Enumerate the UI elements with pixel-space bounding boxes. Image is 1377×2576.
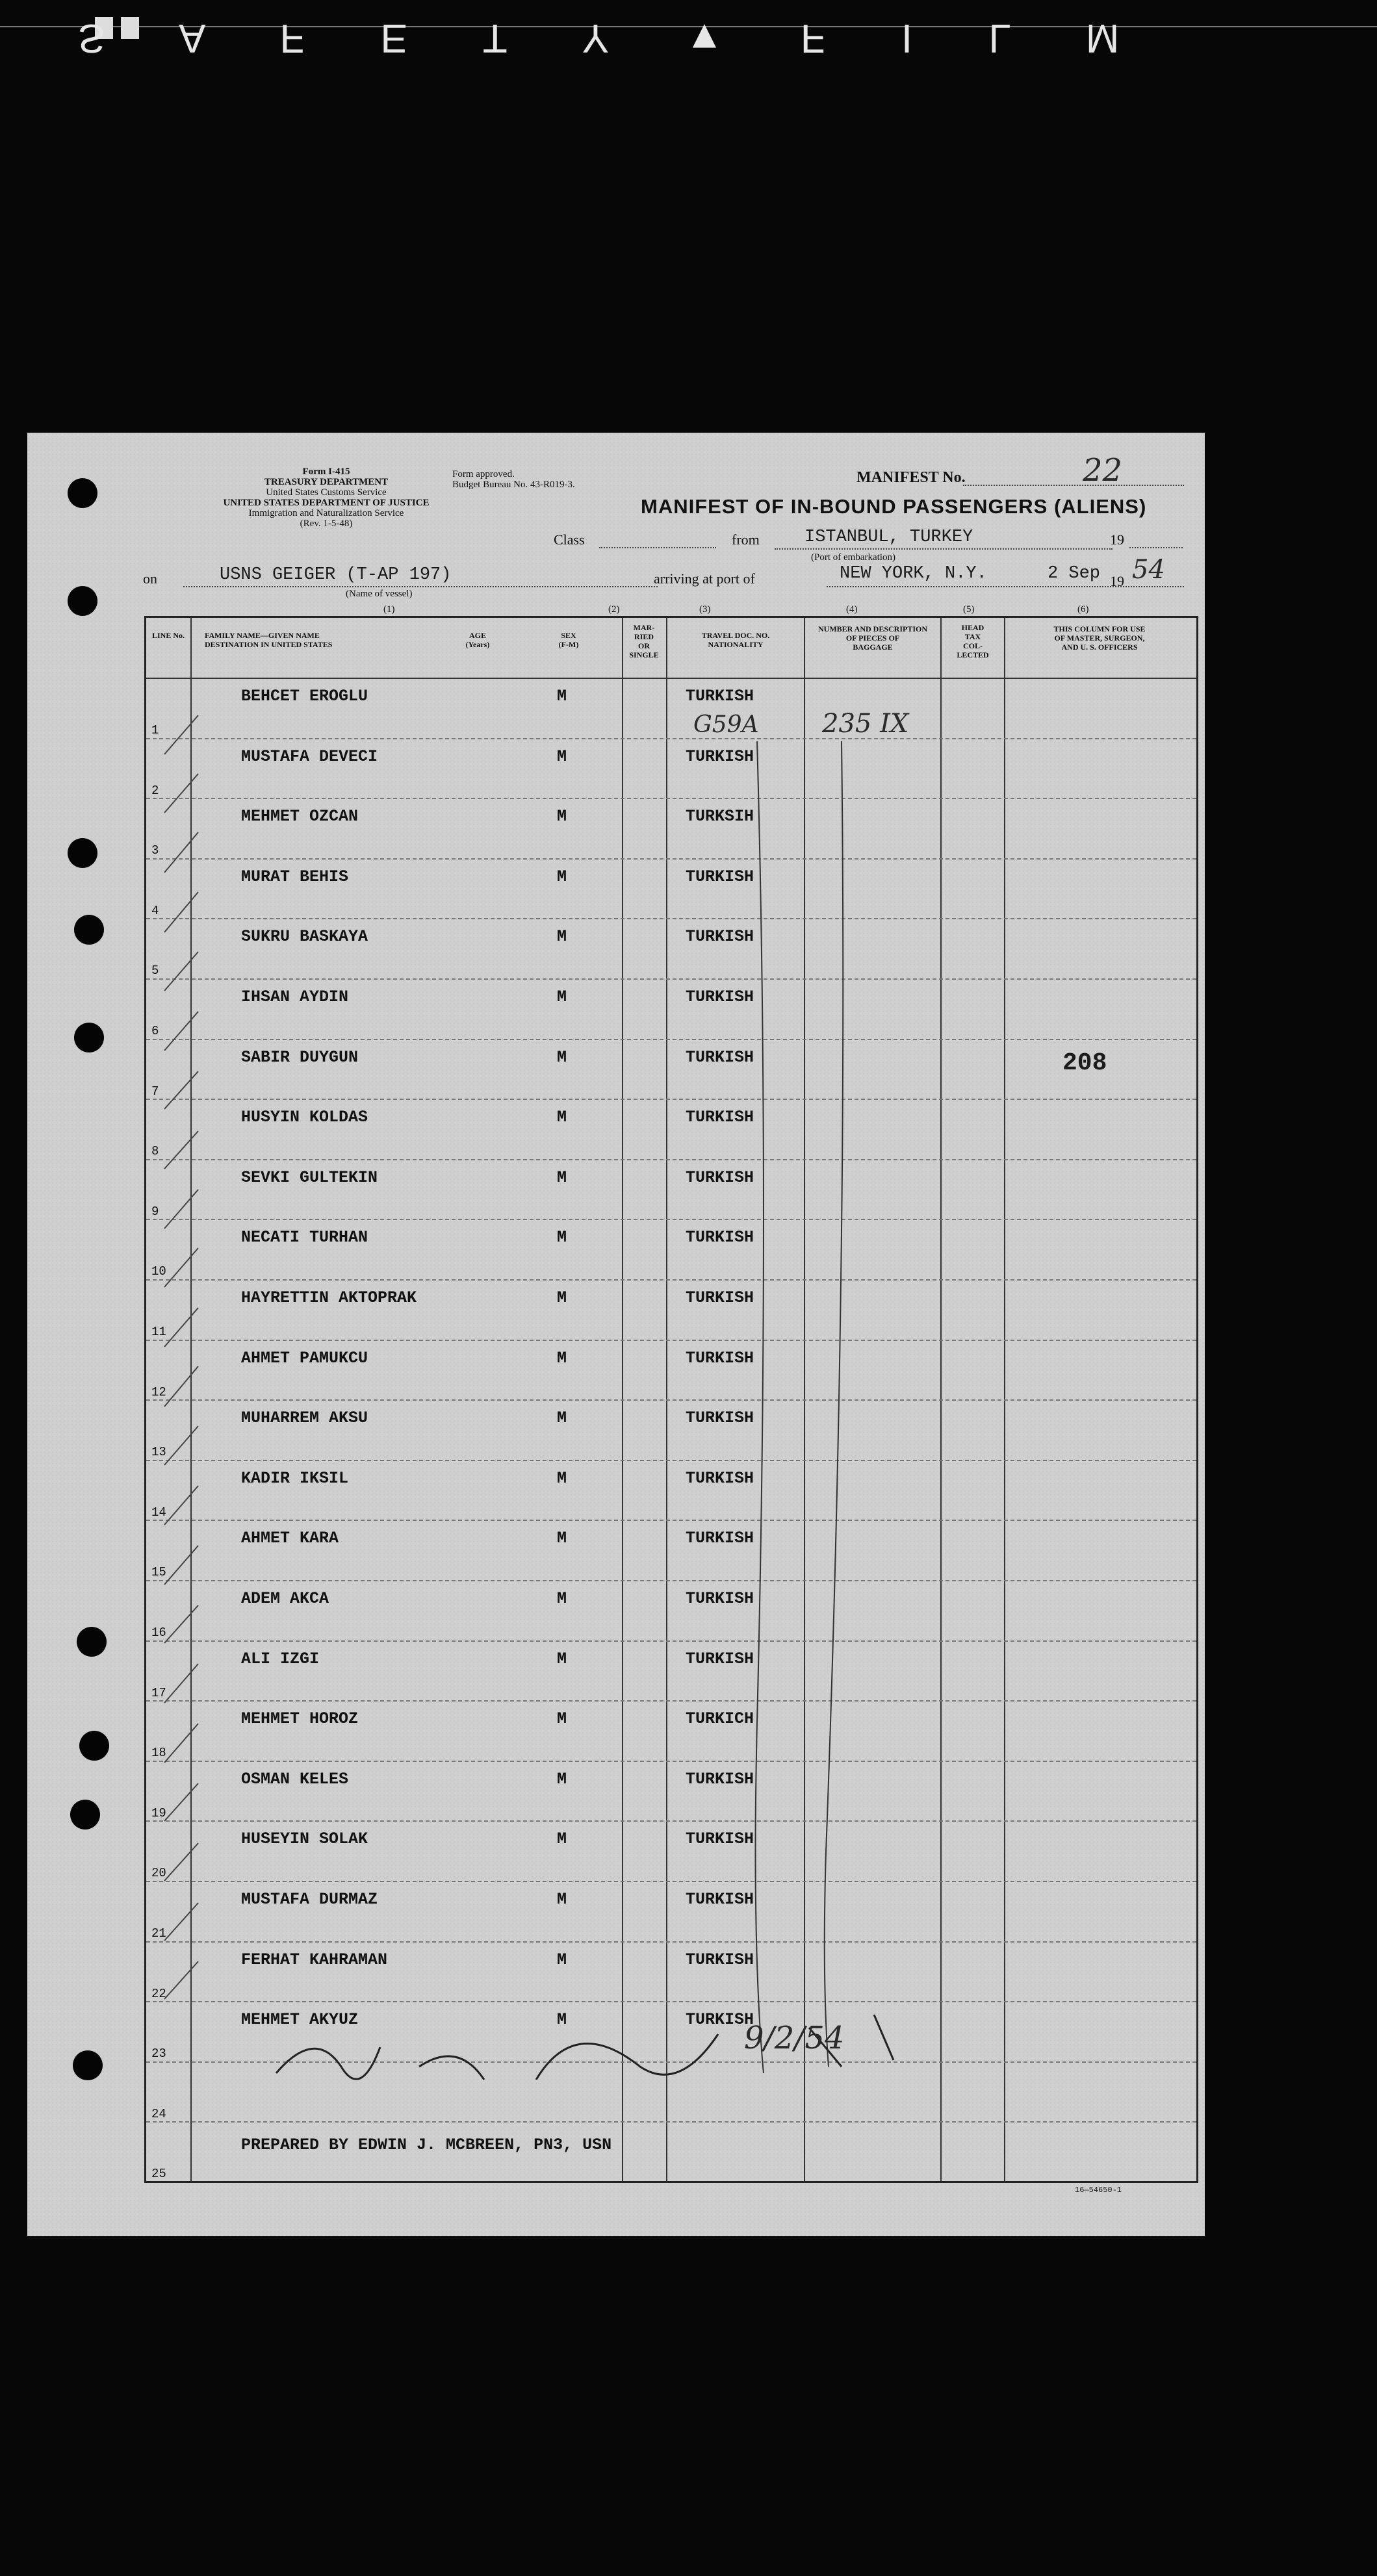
passenger-name: OSMAN KELES <box>241 1769 349 1789</box>
passenger-sex: M <box>557 1348 567 1368</box>
passenger-sex: M <box>557 746 567 766</box>
passenger-name: MUSTAFA DURMAZ <box>241 1890 378 1909</box>
passenger-sex: M <box>557 1890 567 1909</box>
form-approval <box>452 469 575 490</box>
manifest-no-line <box>963 485 1184 486</box>
col-num-5: (5) <box>963 604 975 615</box>
passenger-name: ALI IZGI <box>241 1649 320 1668</box>
passenger-sex: M <box>557 1409 567 1428</box>
manifest-sheet <box>27 433 1205 2236</box>
punch-hole <box>68 586 97 616</box>
line-number: 9 <box>151 1204 159 1219</box>
prepared-by: PREPARED BY EDWIN J. MCBREEN, PN3, USN <box>241 2136 612 2154</box>
header-age: AGE (Years) <box>465 631 490 649</box>
line-number: 6 <box>151 1024 159 1038</box>
embarkation-note: (Port of embarkation) <box>811 552 895 563</box>
line-number: 16 <box>151 1626 166 1640</box>
header-name: FAMILY NAME—GIVEN NAME DESTINATION IN UNITED STATES <box>205 631 333 649</box>
passenger-nationality: TURKISH <box>686 1288 754 1307</box>
passenger-sex: M <box>557 1769 567 1789</box>
form-approved: Form approved. <box>452 469 515 479</box>
col-num-3: (3) <box>699 604 711 615</box>
passenger-nationality: TURKISH <box>686 746 754 766</box>
line-number: 1 <box>151 723 159 737</box>
passenger-sex: M <box>557 807 567 826</box>
passenger-nationality: TURKISH <box>686 1228 754 1247</box>
manifest-no-label: MANIFEST No. <box>856 469 966 486</box>
col-num-6: (6) <box>1077 604 1089 615</box>
arrival-year-prefix: 19 <box>1110 573 1124 589</box>
arriving-label: arriving at port of <box>654 570 755 587</box>
punch-hole <box>77 1627 107 1657</box>
col-num-4: (4) <box>846 604 858 615</box>
class-label: Class <box>554 531 585 548</box>
passenger-nationality: TURKISH <box>686 1830 754 1849</box>
punch-hole <box>70 1800 100 1830</box>
passenger-name: MEHMET AKYUZ <box>241 2010 359 2030</box>
revision: (Rev. 1-5-48) <box>300 518 353 529</box>
passenger-nationality: TURKICH <box>686 1709 754 1729</box>
passenger-sex: M <box>557 687 567 706</box>
passenger-sex: M <box>557 1589 567 1608</box>
film-strip-text: S A F E T Y ▼ F I L M <box>78 16 1152 60</box>
line-number: 22 <box>151 1986 166 2001</box>
form-code: 16—54650-1 <box>1075 2186 1122 2195</box>
header-married: MAR- RIED OR SINGLE <box>629 623 659 659</box>
handwritten-travel-doc: G59A <box>693 711 759 738</box>
passenger-name: MURAT BEHIS <box>241 867 349 886</box>
line-number: 19 <box>151 1805 166 1820</box>
vessel-note: (Name of vessel) <box>346 589 413 599</box>
passenger-table <box>144 616 1198 2183</box>
from-line <box>775 548 1113 550</box>
passenger-nationality: TURKSIH <box>686 807 754 826</box>
line-number: 20 <box>151 1866 166 1881</box>
header-baggage: NUMBER AND DESCRIPTION OF PIECES OF BAGGAGE <box>817 624 928 652</box>
col-num-1: (1) <box>383 604 395 615</box>
passenger-sex: M <box>557 988 567 1006</box>
line-number: 15 <box>151 1565 166 1580</box>
line-number: 21 <box>151 1926 166 1941</box>
form-header-left <box>190 466 463 529</box>
passenger-name: ADEM AKCA <box>241 1589 329 1608</box>
passenger-sex: M <box>557 1167 567 1187</box>
passenger-name: SEVKI GULTEKIN <box>241 1167 378 1187</box>
handwritten-baggage: 235 IX <box>822 709 909 739</box>
line-number: 13 <box>151 1445 166 1460</box>
passenger-nationality: TURKISH <box>686 988 754 1006</box>
pen-marks <box>146 618 1196 2181</box>
passenger-nationality: TURKISH <box>686 1409 754 1428</box>
embarkation-port: ISTANBUL, TURKEY <box>804 528 973 547</box>
line-number: 2 <box>151 783 159 798</box>
on-label: on <box>143 570 157 587</box>
passenger-sex: M <box>557 927 567 947</box>
arrival-year: 54 <box>1132 555 1165 585</box>
signature-date: 9/2/54 <box>744 2020 845 2056</box>
punch-hole <box>74 915 104 945</box>
passenger-sex: M <box>557 1830 567 1849</box>
passenger-sex: M <box>557 2010 567 2030</box>
passenger-sex: M <box>557 1950 567 1969</box>
passenger-nationality: TURKISH <box>686 1529 754 1548</box>
passenger-nationality: TURKISH <box>686 1348 754 1368</box>
passenger-nationality: TURKISH <box>686 1589 754 1608</box>
class-line <box>599 547 716 548</box>
punch-hole <box>68 478 97 508</box>
line-number: 11 <box>151 1325 166 1339</box>
from-label: from <box>732 531 760 548</box>
passenger-nationality: TURKISH <box>686 1167 754 1187</box>
line-number: 8 <box>151 1144 159 1159</box>
header-officers: THIS COLUMN FOR USE OF MASTER, SURGEON, AND U. S. OFFICERS <box>1053 624 1146 652</box>
passenger-name: HAYRETTIN AKTOPRAK <box>241 1288 417 1307</box>
passenger-sex: M <box>557 1529 567 1548</box>
passenger-sex: M <box>557 1047 567 1067</box>
header-line-no: LINE No. <box>151 631 185 640</box>
passenger-nationality: TURKISH <box>686 1950 754 1969</box>
manifest-title: MANIFEST OF IN-BOUND PASSENGERS (ALIENS) <box>641 495 1147 518</box>
passenger-nationality: TURKISH <box>686 927 754 947</box>
punch-hole <box>79 1731 109 1761</box>
passenger-name: AHMET PAMUKCU <box>241 1348 368 1368</box>
header-head-tax: HEAD TAX COL- LECTED <box>957 623 989 659</box>
line-number: 12 <box>151 1384 166 1399</box>
customs-service: United States Customs Service <box>266 487 387 498</box>
line-number: 18 <box>151 1746 166 1761</box>
passenger-nationality: TURKISH <box>686 1649 754 1668</box>
passenger-sex: M <box>557 1649 567 1668</box>
year-line <box>1129 547 1183 548</box>
punch-hole <box>74 1023 104 1052</box>
punch-hole <box>73 2050 103 2080</box>
vessel-line <box>183 586 658 587</box>
passenger-nationality: TURKISH <box>686 687 754 706</box>
passenger-name: IHSAN AYDIN <box>241 988 349 1006</box>
passenger-sex: M <box>557 1108 567 1127</box>
passenger-name: FERHAT KAHRAMAN <box>241 1950 388 1969</box>
officer-number: 208 <box>1062 1049 1107 1077</box>
passenger-name: SABIR DUYGUN <box>241 1047 359 1067</box>
passenger-nationality: TURKISH <box>686 1890 754 1909</box>
passenger-nationality: TURKISH <box>686 867 754 886</box>
line-number: 5 <box>151 963 159 978</box>
justice-department: UNITED STATES DEPARTMENT OF JUSTICE <box>223 498 430 508</box>
passenger-name: MUHARREM AKSU <box>241 1409 368 1428</box>
passenger-name: MEHMET HOROZ <box>241 1709 359 1729</box>
passenger-name: HUSEYIN SOLAK <box>241 1830 368 1849</box>
passenger-sex: M <box>557 1288 567 1307</box>
line-number: 25 <box>151 2167 166 2182</box>
passenger-name: NECATI TURHAN <box>241 1228 368 1247</box>
passenger-nationality: TURKISH <box>686 1047 754 1067</box>
passenger-name: KADIR IKSIL <box>241 1468 349 1488</box>
passenger-sex: M <box>557 1228 567 1247</box>
treasury-department: TREASURY DEPARTMENT <box>264 477 389 487</box>
year-label: 19 <box>1110 531 1124 548</box>
manifest-no-handwritten: 22 <box>1083 452 1123 489</box>
passenger-name: BEHCET EROGLU <box>241 687 368 706</box>
arrival-port: NEW YORK, N.Y. <box>840 564 987 583</box>
line-number: 3 <box>151 843 159 858</box>
passenger-nationality: TURKISH <box>686 1108 754 1127</box>
passenger-name: AHMET KARA <box>241 1529 339 1548</box>
line-number: 23 <box>151 2047 166 2061</box>
header-travel-doc: TRAVEL DOC. NO. NATIONALITY <box>701 631 770 649</box>
header-sex: SEX (F-M) <box>558 631 579 649</box>
passenger-name: MEHMET OZCAN <box>241 807 359 826</box>
arrival-date: 2 Sep <box>1048 564 1101 583</box>
line-number: 24 <box>151 2106 166 2121</box>
line-number: 17 <box>151 1685 166 1700</box>
passenger-nationality: TURKISH <box>686 2010 754 2030</box>
passenger-nationality: TURKISH <box>686 1769 754 1789</box>
passenger-sex: M <box>557 1709 567 1729</box>
line-number: 4 <box>151 903 159 918</box>
col-num-2: (2) <box>608 604 620 615</box>
passenger-name: MUSTAFA DEVECI <box>241 746 378 766</box>
passenger-name: SUKRU BASKAYA <box>241 927 368 947</box>
line-number: 7 <box>151 1084 159 1099</box>
form-number: Form I-415 <box>302 466 350 477</box>
passenger-sex: M <box>557 867 567 886</box>
arrival-line <box>827 586 1184 587</box>
budget-bureau: Budget Bureau No. 43-R019-3. <box>452 479 575 490</box>
passenger-sex: M <box>557 1468 567 1488</box>
punch-hole <box>68 838 97 868</box>
passenger-nationality: TURKISH <box>686 1468 754 1488</box>
line-number: 10 <box>151 1264 166 1279</box>
ins-service: Immigration and Naturalization Service <box>248 508 404 518</box>
line-number: 14 <box>151 1505 166 1520</box>
vessel-name: USNS GEIGER (T-AP 197) <box>220 565 452 585</box>
passenger-name: HUSYIN KOLDAS <box>241 1108 368 1127</box>
